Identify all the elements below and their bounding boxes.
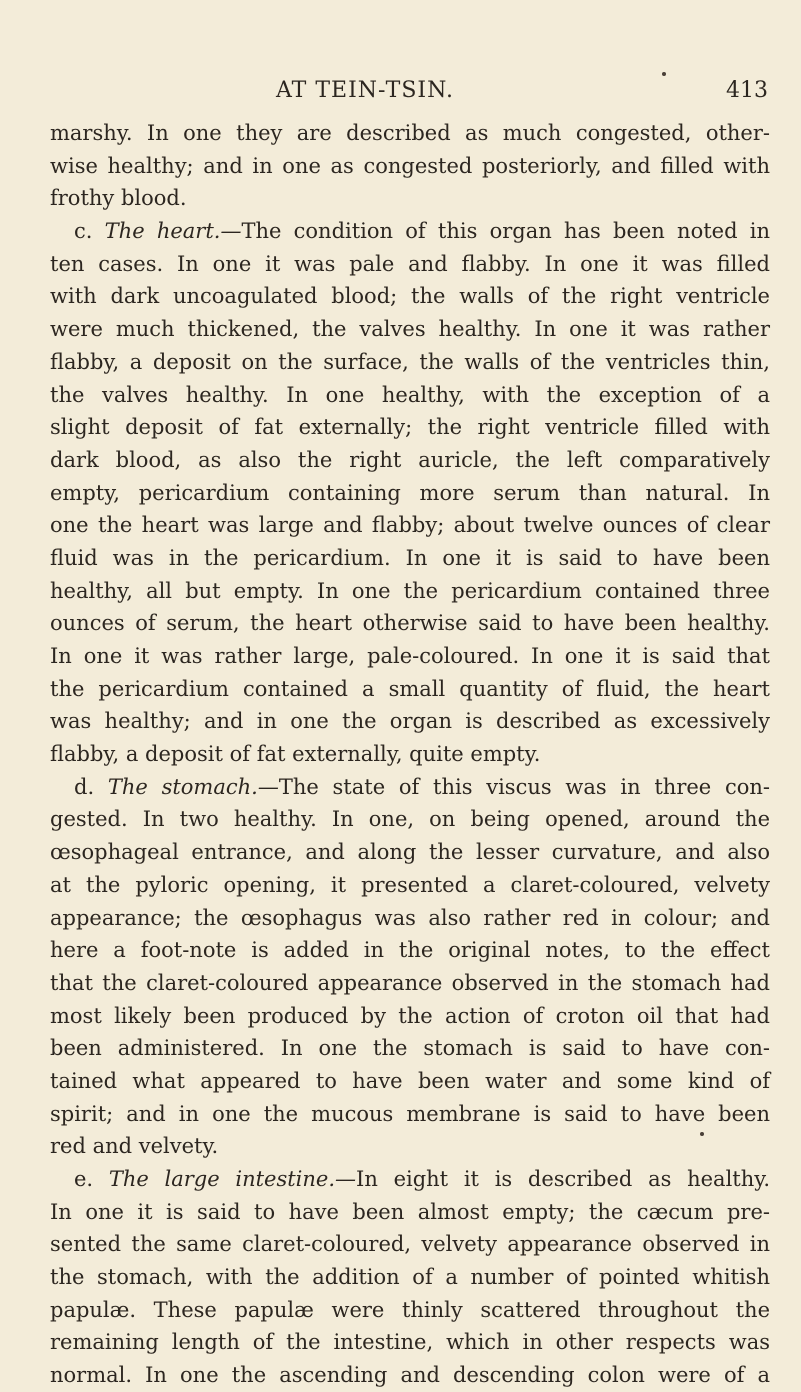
text-line: normal. In one the ascending and descending colon were of a xyxy=(50,1363,770,1388)
text-line: here a foot-note is added in the original notes, to the effect xyxy=(50,938,770,963)
section-heading: The heart.— xyxy=(104,219,242,244)
text-line: empty, pericardium containing more serum than natural. In xyxy=(50,480,770,505)
section-letter: c. xyxy=(74,219,93,244)
text-line: red and velvety. xyxy=(50,1134,219,1159)
text-line: was healthy; and in one the organ is described as excessively xyxy=(50,709,770,734)
running-title: AT TEIN-TSIN. xyxy=(276,78,454,103)
text-line: appearance; the œsophagus was also rather red in colour; and xyxy=(50,905,770,930)
text-line: been administered. In one the stomach is said to have con- xyxy=(50,1036,770,1061)
text-line: the valves healthy. In one healthy, with the exception of a xyxy=(50,382,770,407)
text-line: sented the same claret-coloured, velvety appearance observed in xyxy=(50,1232,770,1257)
page-header xyxy=(0,78,801,110)
text-line: the pericardium contained a small quantity of fluid, the heart xyxy=(50,676,770,701)
section-letter: d. xyxy=(74,774,95,799)
text-line: In eight it is described as healthy. xyxy=(356,1167,770,1191)
text-line: wise healthy; and in one as congested posteriorly, and filled with xyxy=(50,153,770,178)
text-line: slight deposit of fat externally; the right ventricle filled with xyxy=(50,415,770,440)
text-line: at the pyloric opening, it presented a claret-coloured, velvety xyxy=(50,872,770,897)
text-line: œsophageal entrance, and along the lesser curvature, and also xyxy=(50,840,770,865)
text-line: frothy blood. xyxy=(50,186,187,211)
text-line: that the claret-coloured appearance observed in the stomach had xyxy=(50,970,770,995)
body-text xyxy=(50,117,770,1392)
text-line: most likely been produced by the action of croton oil that had xyxy=(50,1003,770,1028)
text-line: ten cases. In one it was pale and flabby. In one it was filled xyxy=(50,251,770,276)
text-line: papulæ. These papulæ were thinly scattered throughout the xyxy=(50,1297,770,1322)
text-line: fluid was in the pericardium. In one it is said to have been xyxy=(50,545,770,570)
text-line: the stomach, with the addition of a number of pointed whitish xyxy=(50,1265,770,1290)
text-line: In one it is said to have been almost empty; the cæcum pre- xyxy=(50,1199,770,1224)
text-line: tained what appeared to have been water and some kind of xyxy=(50,1068,770,1093)
print-speck xyxy=(700,1132,704,1136)
text-line: The state of this viscus was in three con- xyxy=(278,774,770,799)
section-large-intestine-first-line xyxy=(50,1163,770,1196)
text-line: flabby, a deposit on the surface, the walls of the ventricles thin, xyxy=(50,349,770,374)
text-line: marshy. In one they are described as much congested, other- xyxy=(50,121,770,145)
text-line: remaining length of the intestine, which in other respects was xyxy=(50,1330,770,1355)
text-line: gested. In two healthy. In one, on being opened, around the xyxy=(50,807,770,832)
page-number: 413 xyxy=(726,78,768,103)
text-line: one the heart was large and flabby; about twelve ounces of clear xyxy=(50,513,770,538)
section-stomach-first-line xyxy=(50,771,770,804)
section-heart-first-line xyxy=(50,215,770,248)
text-line: In one it was rather large, pale-coloured. In one it is said that xyxy=(50,644,770,668)
text-line: dark blood, as also the right auricle, the left comparatively xyxy=(50,447,770,472)
print-speck xyxy=(662,72,666,76)
text-line: with dark uncoagulated blood; the walls of the right ventricle xyxy=(50,284,770,309)
section-letter: e. xyxy=(74,1167,94,1191)
text-line: The condition of this organ has been noted in xyxy=(241,219,770,244)
text-line: were much thickened, the valves healthy. In one it was rather xyxy=(50,317,770,342)
text-line: ounces of serum, the heart otherwise said to have been healthy. xyxy=(50,611,770,636)
section-heading: The stomach.— xyxy=(107,774,279,799)
section-heading: The large intestine.— xyxy=(108,1167,357,1191)
text-line: healthy, all but empty. In one the pericardium contained three xyxy=(50,578,770,603)
text-line: spirit; and in one the mucous membrane is said to have been xyxy=(50,1101,770,1126)
text-line: flabby, a deposit of fat externally, quite empty. xyxy=(50,742,541,767)
